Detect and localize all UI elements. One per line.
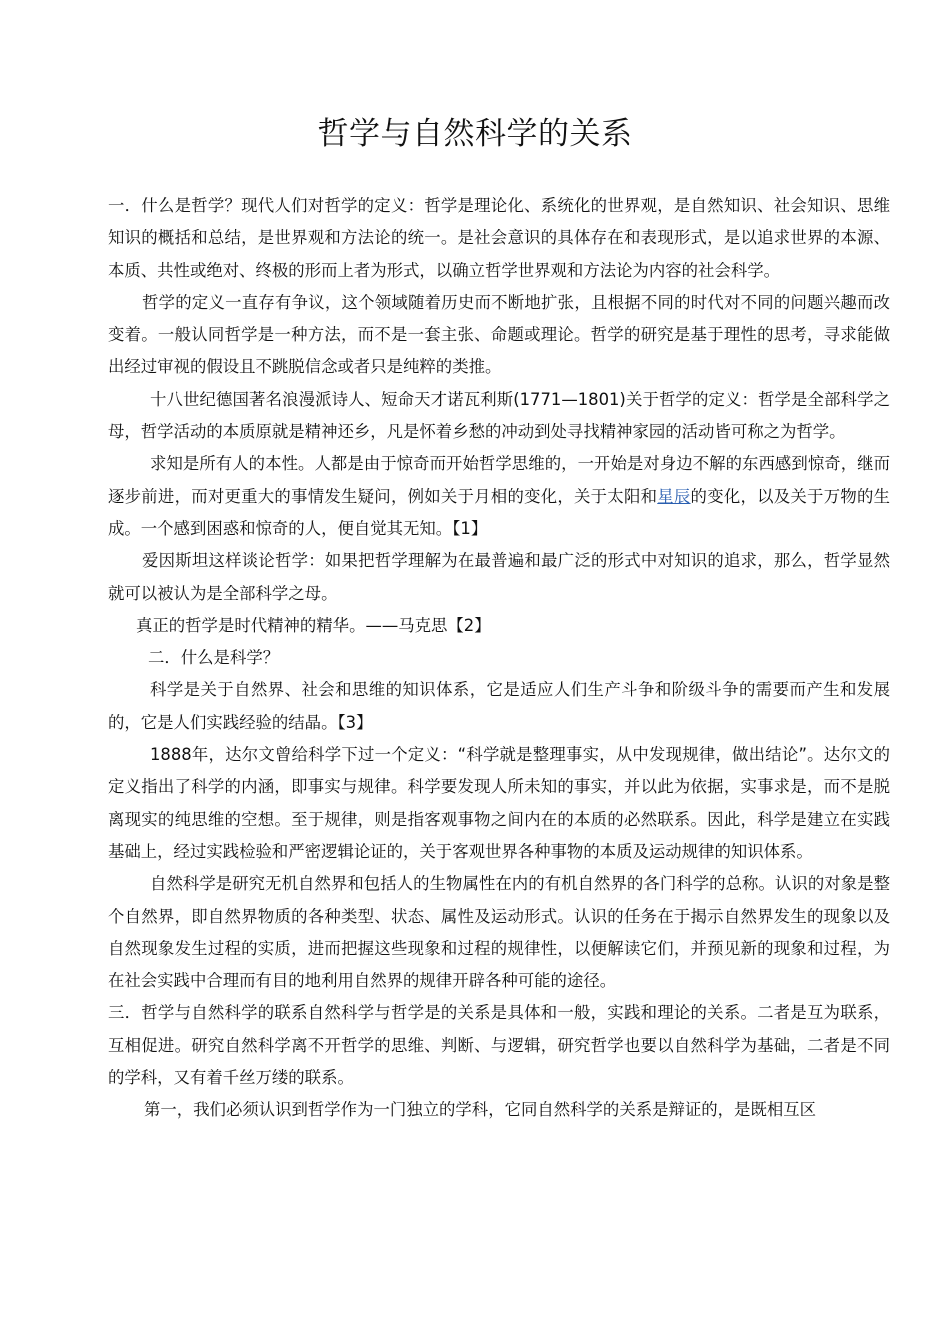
paragraph-curiosity-after: 的变化，以及关于万物的生成。一个感到困惑和惊奇的人，便自觉其无知。【1】 — [108, 486, 891, 538]
paragraph-einstein: 爱因斯坦这样谈论哲学：如果把哲学理解为在最普遍和最广泛的形式中对知识的追求，那么，哲学显然就可以被认为是全部科学之母。 — [108, 551, 890, 603]
paragraph-novalis: 十八世纪德国著名浪漫派诗人、短命天才诺瓦利斯(1771—1801)关于哲学的定义：哲学是全部科学之母，哲学活动的本质原就是精神还乡，凡是怀着乡愁的冲动到处寻找精神家园的活动皆可称之为哲学。 — [108, 389, 890, 442]
document-title: 哲学与自然科学的关系 — [317, 116, 633, 152]
paragraph-curiosity-before: 求知是所有人的本性。人都是由于惊奇而开始哲学思维的，一开始是对身边不解的东西感到惊奇，继而逐步前进，而对更重大的事情发生疑问，例如关于月相的变化，关于太阳和 — [108, 454, 890, 506]
link-xingchen[interactable]: 星辰 — [657, 486, 691, 506]
paragraph-science-definition: 科学是关于自然界、社会和思维的知识体系，它是适应人们生产斗争和阶级斗争的需要而产生和发展的，它是人们实践经验的结晶。【3】 — [108, 680, 890, 732]
paragraph-natural-science: 自然科学是研究无机自然界和包括人的生物属性在内的有机自然界的各门科学的总称。认识的对象是整个自然界，即自然界物质的各种类型、状态、属性及运动形式。认识的任务在于揭示自然界发生的现象以及自然现象发生过程的实质，进而把握这些现象和过程的规律性，以便解读它们，并预见新的现象和过程，为在社会实践中合理而有目的地利用自然界的规律开辟各种可能的途径。 — [108, 874, 890, 991]
document-body — [108, 190, 890, 1127]
paragraph-darwin: 1888年，达尔文曾给科学下过一个定义：“科学就是整理事实，从中发现规律，做出结论”。达尔文的定义指出了科学的内涵，即事实与规律。科学要发现人所未知的事实，并以此为依据，实事求是，而不是脱离现实的纯思维的空想。至于规律，则是指客观事物之间内在的本质的必然联系。因此，科学是建立在实践基础上，经过实践检验和严密逻辑论证的，关于客观世界各种事物的本质及运动规律的知识体系。 — [108, 745, 890, 861]
paragraph-curiosity — [108, 448, 890, 545]
paragraph-relation: 三．哲学与自然科学的联系自然科学与哲学是的关系是具体和一般，实践和理论的关系。二者是互为联系，互相促进。研究自然科学离不开哲学的思维、判断、与逻辑，研究哲学也要以自然科学为基础，二者是不同的学科，又有着千丝万缕的联系。 — [108, 1003, 890, 1088]
section-heading-what-is-science: 二．什么是科学？ — [148, 648, 280, 668]
paragraph-marx-quote: 真正的哲学是时代精神的精华。——马克思【2】 — [136, 615, 491, 635]
paragraph-philosophy-dispute: 哲学的定义一直存有争议，这个领域随着历史而不断地扩张，且根据不同的时代对不同的问题兴趣而改变着。一般认同哲学是一种方法，而不是一套主张、命题或理论。哲学的研究是基于理性的思考，寻求能做出经过审视的假设且不跳脱信念或者只是纯粹的类推。 — [108, 292, 890, 377]
paragraph-philosophy-definition: 一．什么是哲学？现代人们对哲学的定义：哲学是理论化、系统化的世界观，是自然知识、社会知识、思维知识的概括和总结，是世界观和方法论的统一。是社会意识的具体存在和表现形式，是以追求世界的本源、本质、共性或绝对、终极的形而上者为形式，以确立哲学世界观和方法论为内容的社会科学。 — [108, 196, 890, 280]
paragraph-first-point: 第一，我们必须认识到哲学作为一门独立的学科，它同自然科学的关系是辩证的，是既相互区 — [144, 1100, 817, 1120]
